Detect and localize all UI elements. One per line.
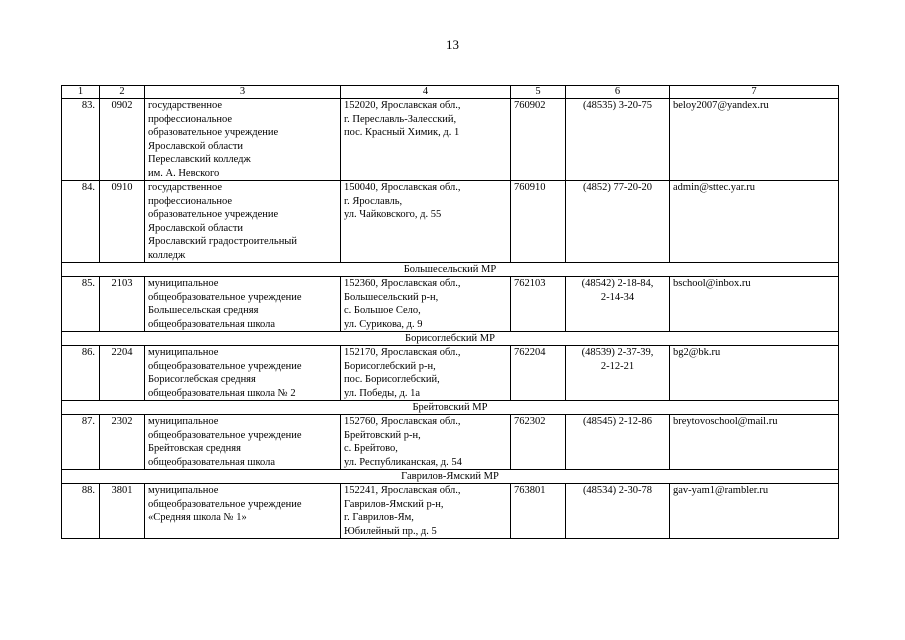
institution-email: bg2@bk.ru: [670, 346, 839, 401]
district-header-row: [62, 401, 839, 415]
column-header: 4: [341, 86, 511, 99]
table-row: [62, 484, 839, 539]
column-header: 3: [145, 86, 341, 99]
column-header: 6: [566, 86, 670, 99]
table-row: [62, 277, 839, 332]
district-header-row: [62, 470, 839, 484]
institution-phone: (48545) 2-12-86: [566, 415, 670, 470]
institution-name: муниципальное общеобразовательное учреждение Брейтовская средняя общеобразовательная школа: [145, 415, 341, 470]
table-row: [62, 181, 839, 263]
institution-phone: (48542) 2-18-84, 2-14-34: [566, 277, 670, 332]
column-header: 7: [670, 86, 839, 99]
institution-email: breytovoschool@mail.ru: [670, 415, 839, 470]
table-row: [62, 99, 839, 181]
institution-name: муниципальное общеобразовательное учреждение «Средняя школа № 1»: [145, 484, 341, 539]
institution-phone: (48539) 2-37-39, 2-12-21: [566, 346, 670, 401]
institution-address: 150040, Ярославская обл., г. Ярославль, ул. Чайковского, д. 55: [341, 181, 511, 263]
institution-phone: (48535) 3-20-75: [566, 99, 670, 181]
district-title: Большесельский МР: [62, 263, 839, 277]
district-header-row: [62, 263, 839, 277]
institutions-table: [61, 85, 839, 539]
row-number: 83.: [62, 99, 100, 181]
row-number: 84.: [62, 181, 100, 263]
institution-phone: (48534) 2-30-78: [566, 484, 670, 539]
column-header: 1: [62, 86, 100, 99]
table-row: [62, 415, 839, 470]
institution-email: admin@sttec.yar.ru: [670, 181, 839, 263]
institution-index: 762302: [511, 415, 566, 470]
table-header-row: [62, 86, 839, 99]
institution-address: 152360, Ярославская обл., Большесельский р-н, с. Большое Село, ул. Сурикова, д. 9: [341, 277, 511, 332]
district-title: Брейтовский МР: [62, 401, 839, 415]
institution-phone: (4852) 77-20-20: [566, 181, 670, 263]
row-number: 85.: [62, 277, 100, 332]
institution-email: gav-yam1@rambler.ru: [670, 484, 839, 539]
institution-code: 2103: [100, 277, 145, 332]
institution-name: муниципальное общеобразовательное учреждение Борисоглебская средняя общеобразовательная школа № 2: [145, 346, 341, 401]
institution-index: 760910: [511, 181, 566, 263]
institution-code: 2302: [100, 415, 145, 470]
institution-address: 152241, Ярославская обл., Гаврилов-Ямский р-н, г. Гаврилов-Ям, Юбилейный пр., д. 5: [341, 484, 511, 539]
institution-code: 0902: [100, 99, 145, 181]
table-row: [62, 346, 839, 401]
institution-code: 2204: [100, 346, 145, 401]
row-number: 87.: [62, 415, 100, 470]
institution-email: bschool@inbox.ru: [670, 277, 839, 332]
institution-index: 762103: [511, 277, 566, 332]
row-number: 88.: [62, 484, 100, 539]
institution-code: 3801: [100, 484, 145, 539]
institution-name: государственное профессиональное образовательное учреждение Ярославской области Ярославский градостроительный колледж: [145, 181, 341, 263]
institution-email: beloy2007@yandex.ru: [670, 99, 839, 181]
row-number: 86.: [62, 346, 100, 401]
district-title: Борисоглебский МР: [62, 332, 839, 346]
institution-code: 0910: [100, 181, 145, 263]
district-title: Гаврилов-Ямский МР: [62, 470, 839, 484]
institution-name: государственное профессиональное образовательное учреждение Ярославской области Переславский колледж им. А. Невского: [145, 99, 341, 181]
institution-index: 763801: [511, 484, 566, 539]
page-number: 13: [446, 37, 459, 52]
institution-address: 152760, Ярославская обл., Брейтовский р-н, с. Брейтово, ул. Республиканская, д. 54: [341, 415, 511, 470]
institution-index: 760902: [511, 99, 566, 181]
institution-address: 152020, Ярославская обл., г. Переславль-Залесский, пос. Красный Химик, д. 1: [341, 99, 511, 181]
column-header: 2: [100, 86, 145, 99]
institution-name: муниципальное общеобразовательное учреждение Большесельская средняя общеобразовательная школа: [145, 277, 341, 332]
district-header-row: [62, 332, 839, 346]
column-header: 5: [511, 86, 566, 99]
institution-index: 762204: [511, 346, 566, 401]
institution-address: 152170, Ярославская обл., Борисоглебский р-н, пос. Борисоглебский, ул. Победы, д. 1а: [341, 346, 511, 401]
